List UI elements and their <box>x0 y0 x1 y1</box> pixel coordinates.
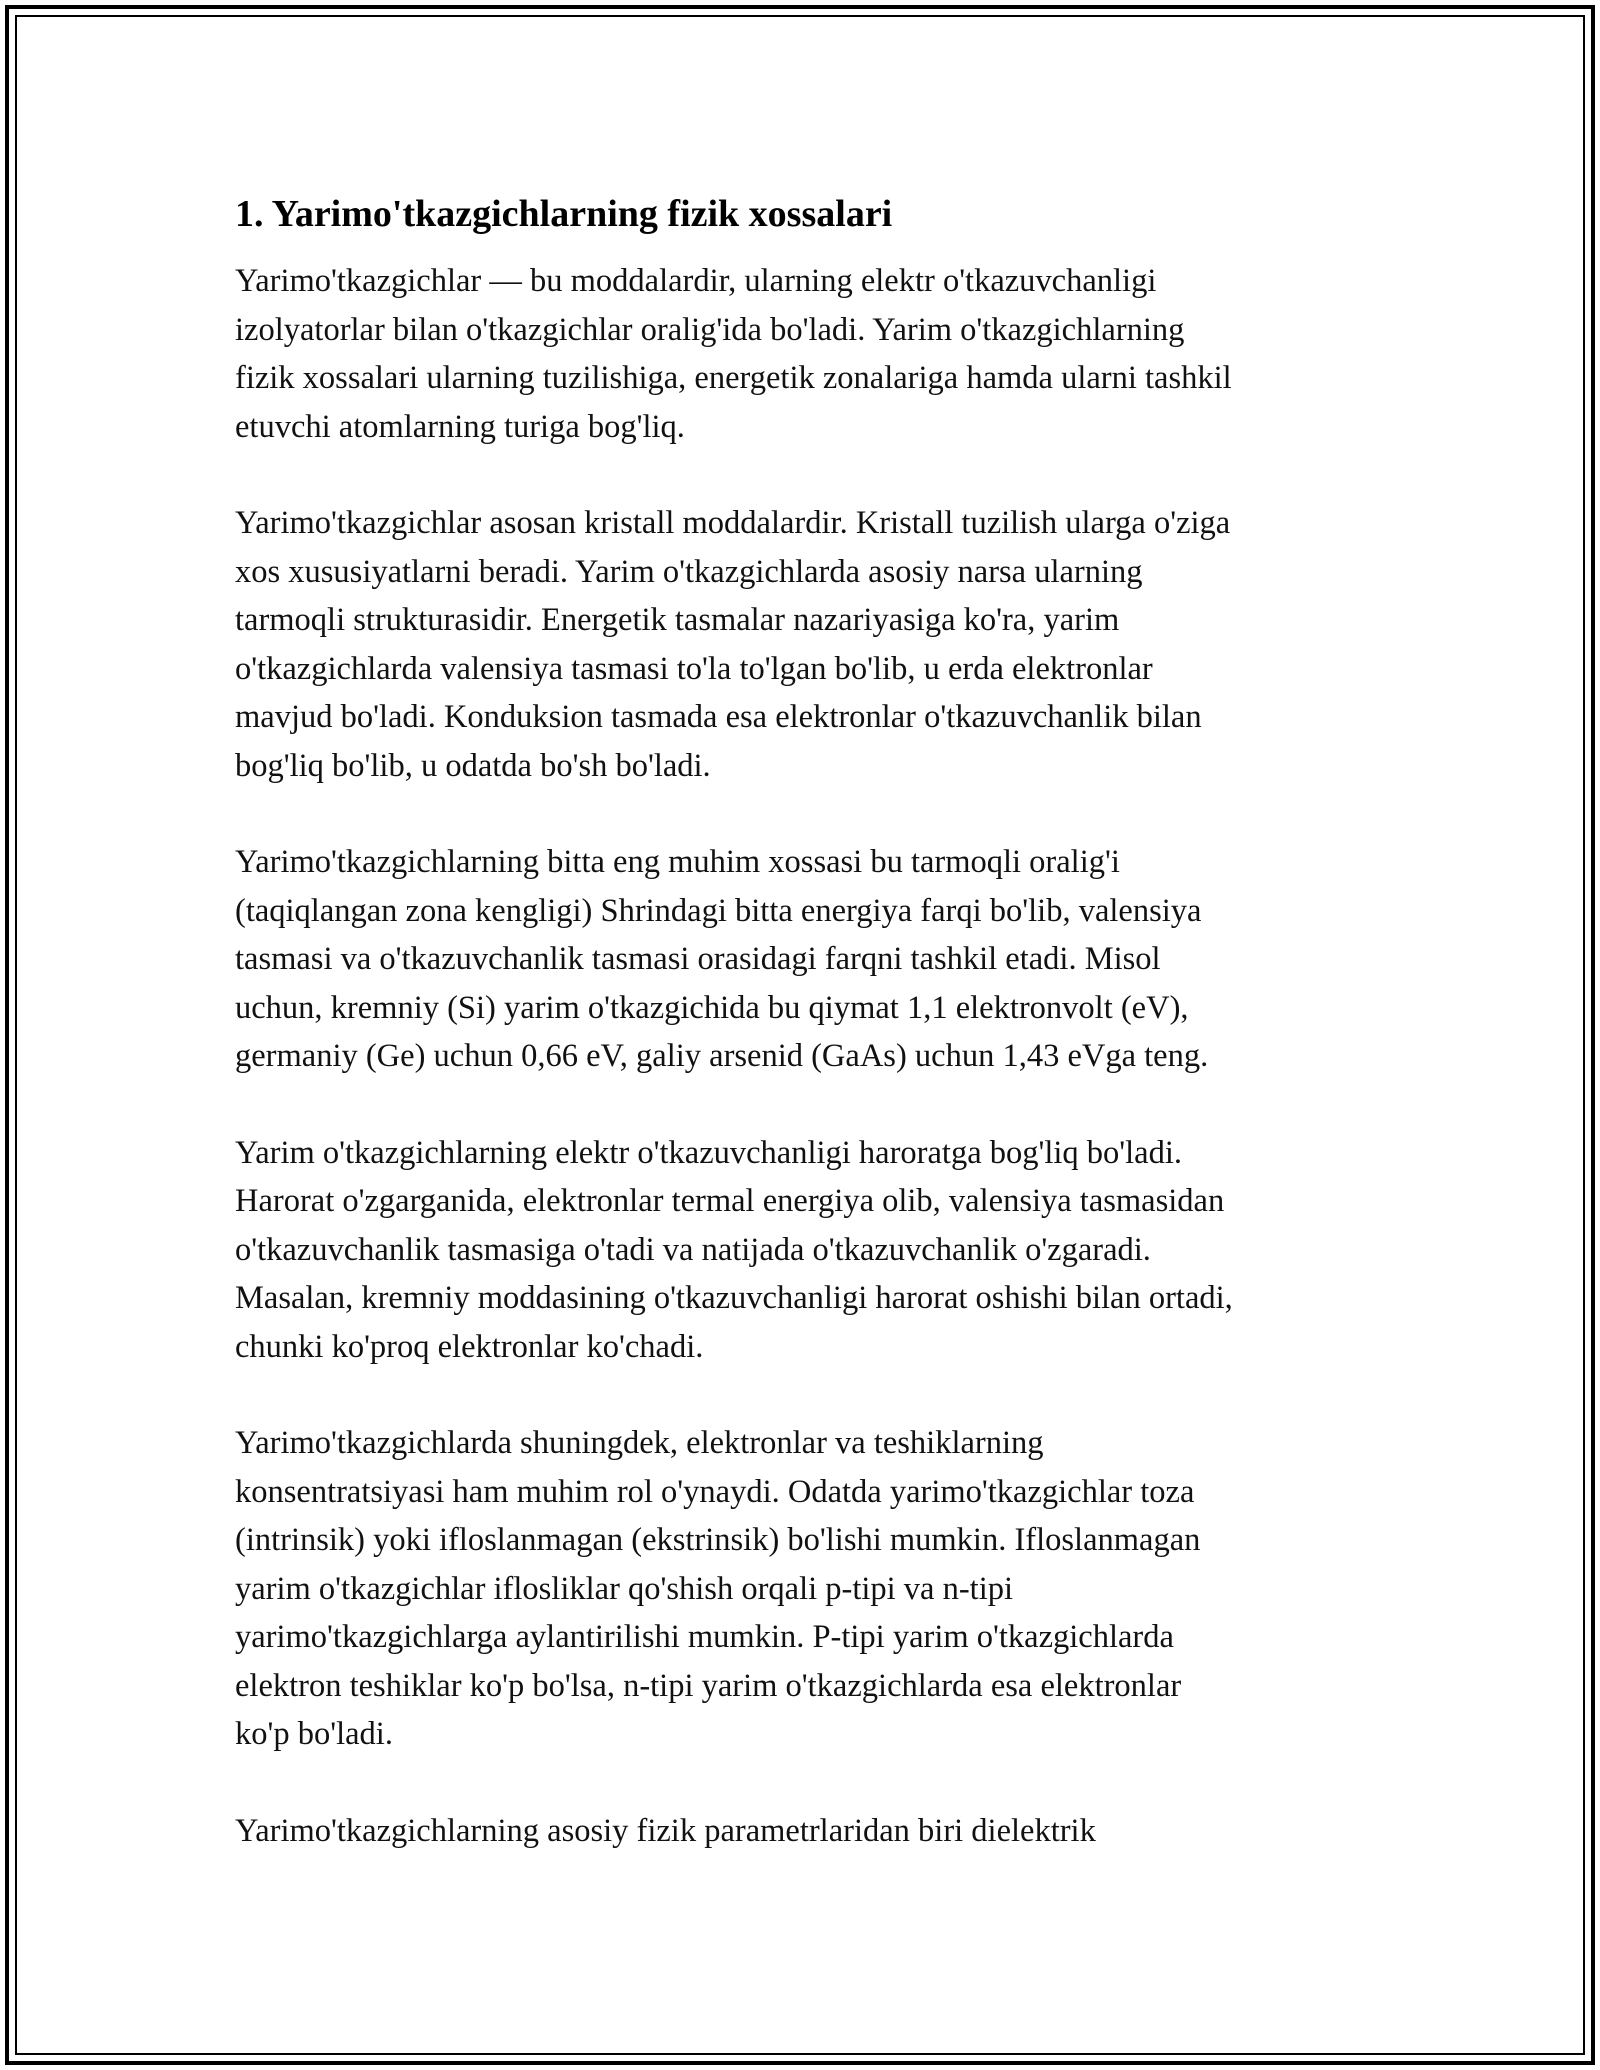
paragraph-line: Yarim o'tkazgichlarning elektr o'tkazuvchanligi haroratga bog'liq bo'ladi. <box>235 1134 1183 1171</box>
paragraph-line: germaniy (Ge) uchun 0,66 eV, galiy arsenid (GaAs) uchun 1,43 eVga teng. <box>235 1038 1209 1074</box>
paragraph-line: konsentratsiyasi ham muhim rol o'ynaydi. Odatda yarimo'tkazgichlar toza <box>235 1473 1195 1510</box>
paragraph-line: chunki ko'proq elektronlar ko'chadi. <box>235 1328 704 1365</box>
document-body <box>235 186 1375 1903</box>
paragraph-line: Harorat o'zgarganida, elektronlar termal energiya olib, valensiya tasmasidan <box>235 1183 1225 1219</box>
paragraph-line: tarmoqli strukturasidir. Energetik tasmalar nazariyasiga ko'ra, yarim <box>235 602 1120 638</box>
paragraph-line: izolyatorlar bilan o'tkazgichlar oralig'ida bo'ladi. Yarim o'tkazgichlarning <box>235 311 1185 348</box>
paragraph-line: (taqiqlangan zona kengligi) Shrindagi bitta energiya farqi bo'lib, valensiya <box>235 892 1202 929</box>
paragraph-line: Yarimo'tkazgichlar — bu moddalardir, ularning elektr o'tkazuvchanligi <box>235 263 1157 299</box>
paragraph-line: yarim o'tkazgichlar iflosliklar qo'shish orqali p-tipi va n-tipi <box>235 1570 1014 1607</box>
paragraph-line: tasmasi va o'tkazuvchanlik tasmasi orasidagi farqni tashkil etadi. Misol <box>235 941 1161 977</box>
paragraph-line: Yarimo'tkazgichlarning bitta eng muhim xossasi bu tarmoqli oralig'i <box>235 844 1120 880</box>
paragraph-3 <box>235 838 1375 1081</box>
paragraph-line: fizik xossalari ularning tuzilishiga, energetik zonalariga hamda ularni tashkil <box>235 360 1232 396</box>
paragraph-line: bog'liq bo'lib, u odatda bo'sh bo'ladi. <box>235 747 711 784</box>
paragraph-6 <box>235 1807 1375 1856</box>
paragraph-line: yarimo'tkazgichlarga aylantirilishi mumkin. P-tipi yarim o'tkazgichlarda <box>235 1619 1174 1655</box>
paragraph-line: xos xususiyatlarni beradi. Yarim o'tkazgichlarda asosiy narsa ularning <box>235 553 1143 590</box>
paragraph-line: o'tkazuvchanlik tasmasiga o'tadi va natijada o'tkazuvchanlik o'zgaradi. <box>235 1231 1151 1268</box>
paragraph-line: Masalan, kremniy moddasining o'tkazuvchanligi harorat oshishi bilan ortadi, <box>235 1280 1233 1316</box>
paragraph-2 <box>235 499 1375 790</box>
paragraph-line: elektron teshiklar ko'p bo'lsa, n-tipi yarim o'tkazgichlarda esa elektronlar <box>235 1667 1182 1704</box>
section-heading: 1. Yarimo'tkazgichlarning fizik xossalari <box>235 193 893 235</box>
paragraph-line: uchun, kremniy (Si) yarim o'tkazgichida bu qiymat 1,1 elektronvolt (eV), <box>235 989 1189 1026</box>
paragraph-1 <box>235 257 1375 451</box>
paragraph-line: Yarimo'tkazgichlarda shuningdek, elektronlar va teshiklarning <box>235 1425 1044 1461</box>
paragraph-line: Yarimo'tkazgichlarning asosiy fizik parametrlaridan biri dielektrik <box>235 1812 1096 1849</box>
paragraph-line: Yarimo'tkazgichlar asosan kristall moddalardir. Kristall tuzilish ularga o'ziga <box>235 505 1231 541</box>
paragraph-5 <box>235 1419 1375 1759</box>
paragraph-line: (intrinsik) yoki ifloslanmagan (ekstrinsik) bo'lishi mumkin. Ifloslanmagan <box>235 1522 1201 1558</box>
paragraph-line: mavjud bo'ladi. Konduksion tasmada esa elektronlar o'tkazuvchanlik bilan <box>235 699 1202 735</box>
paragraph-line: etuvchi atomlarning turiga bog'liq. <box>235 408 685 445</box>
paragraph-line: o'tkazgichlarda valensiya tasmasi to'la to'lgan bo'lib, u erda elektronlar <box>235 650 1153 687</box>
paragraph-line: ko'p bo'ladi. <box>235 1716 393 1752</box>
paragraph-4 <box>235 1129 1375 1372</box>
